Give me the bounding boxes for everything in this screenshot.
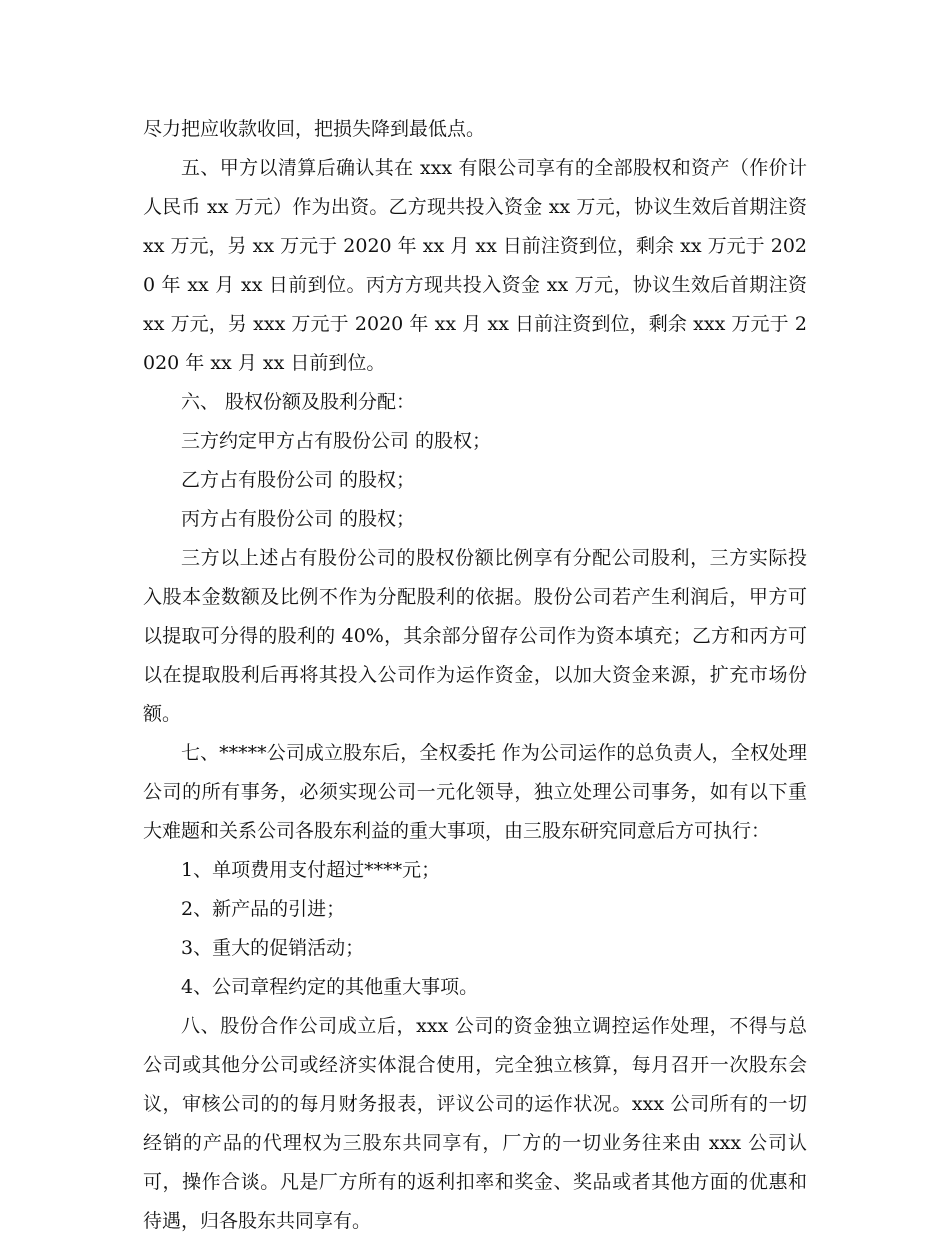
list-item-3: 3、重大的促销活动； [181, 937, 365, 959]
document-body [143, 110, 807, 1241]
list-item-4: 4、公司章程约定的其他重大事项。 [181, 976, 479, 998]
paragraph-party-c-share: 丙方占有股份公司 的股权； [181, 508, 416, 530]
paragraph-party-b-share: 乙方占有股份公司 的股权； [181, 469, 416, 491]
paragraph-clause-7: 七、*****公司成立股东后，全权委托 作为公司运作的总负责人，全权处理公司的所有事务，必须实现公司一元化领导，独立处理公司事务，如有以下重大难题和关系公司各股东利益的重大事项，由三股东研究同意后方可执行： [143, 742, 807, 842]
paragraph-clause-8: 八、股份合作公司成立后，xxx 公司的资金独立调控运作处理，不得与总公司或其他分公司或经济实体混合使用，完全独立核算，每月召开一次股东会议，审核公司的的每月财务报表，评议公司的运作状况。xxx 公司所有的一切经销的产品的代理权为三股东共同享有，厂方的一切业务往来由 xxx 公司认可，操作合谈。凡是厂方所有的返利扣率和奖金、奖品或者其他方面的优惠和待遇，归各股东共同享有。 [143, 1015, 807, 1232]
paragraph-clause-5: 五、甲方以清算后确认其在 xxx 有限公司享有的全部股权和资产（作价计人民币 xx 万元）作为出资。乙方现共投入资金 xx 万元，协议生效后首期注资 xx 万元，另 xx 万元于 2020 年 xx 月 xx 日前注资到位，剩余 xx 万元于 2020 年 xx 月 xx 日前到位。丙方方现共投入资金 xx 万元，协议生效后首期注资 xx 万元，另 xxx 万元于 2020 年 xx 月 xx 日前注资到位，剩余 xxx 万元于 2020 年 xx 月 xx 日前到位。 [143, 157, 807, 374]
list-item-1: 1、单项费用支付超过****元； [181, 859, 441, 881]
paragraph-clause-6-heading: 六、 股权份额及股利分配： [181, 391, 416, 413]
list-item-2: 2、新产品的引进； [181, 898, 346, 920]
paragraph-continuation: 尽力把应收款收回，把损失降到最低点。 [143, 118, 486, 140]
paragraph-dividend-distribution: 三方以上述占有股份公司的股权份额比例享有分配公司股利，三方实际投入股本金数额及比例不作为分配股利的依据。股份公司若产生利润后，甲方可以提取可分得的股利的 40%，其余部分留存公司作为资本填充；乙方和丙方可以在提取股利后再将其投入公司作为运作资金，以加大资金来源，扩充市场份额。 [143, 547, 807, 725]
paragraph-party-a-share: 三方约定甲方占有股份公司 的股权； [181, 430, 492, 452]
